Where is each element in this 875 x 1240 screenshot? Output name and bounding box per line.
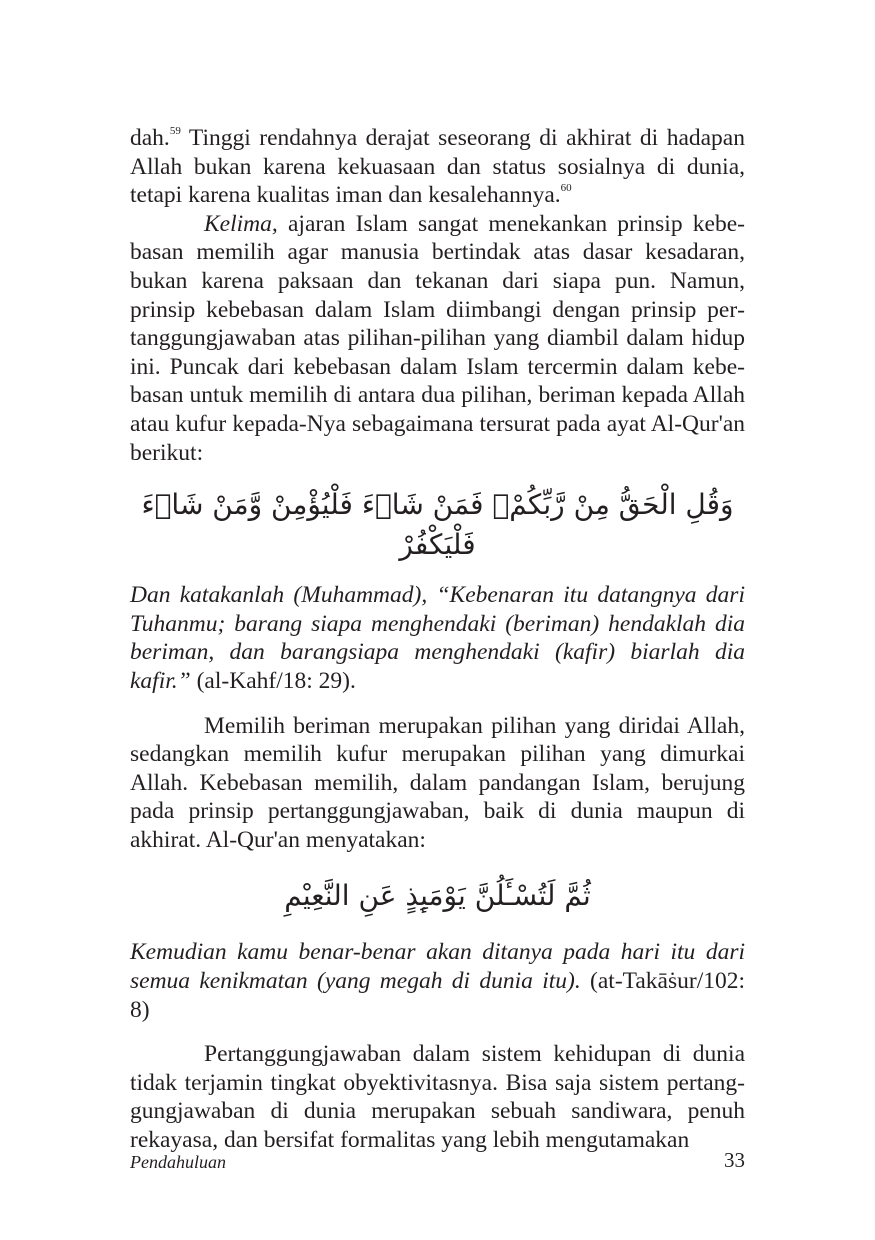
verse-translation-kahf xyxy=(130,581,745,695)
footnote-ref-60[interactable]: 60 xyxy=(560,182,572,195)
text-run: Tinggi rendahnya derajat seseorang di akhirat di hadapan Allah bukan karena kekuasaan dan status sosialnya di dunia, tetapi karena kualitas iman dan kesalehannya. xyxy=(130,125,745,209)
body-text xyxy=(130,124,745,1155)
verse-reference: (al-Kahf/18: 29). xyxy=(190,667,356,694)
paragraph-lead: Kelima, xyxy=(204,210,278,237)
page-number: 33 xyxy=(724,1148,745,1172)
paragraph-continued xyxy=(130,124,745,210)
paragraph-kelima xyxy=(130,210,745,467)
page-footer xyxy=(130,1148,745,1182)
quran-verse-takasur: ثُمَّ لَتُسْـَٔلُنَّ يَوْمَىِٕذٍ عَنِ النَّعِيْمِ xyxy=(284,879,591,913)
text-run: dah. xyxy=(130,125,170,151)
paragraph-pertanggungjawaban: Pertanggungjawaban dalam sistem kehidupan di dunia tidak terjamin tingkat obyektivitasnya. Bisa saja sistem pertanggungjawaban di dunia merupakan sebuah sandiwara, penuh rekayasa, dan bersifat formalitas yang lebih mengutamakan xyxy=(130,1041,745,1154)
verse-translation-takasur xyxy=(130,938,745,1024)
quran-verse-kahf: وَقُلِ الْحَقُّ مِنْ رَّبِّكُمْۗ فَمَنْ شَاۤءَ فَلْيُؤْمِنْ وَّمَنْ شَاۤءَ فَلْيَكْفُرْ xyxy=(141,488,734,562)
running-footer-section: Pendahuluan xyxy=(130,1152,226,1172)
footnote-ref-59[interactable]: 59 xyxy=(169,125,181,138)
verse-reference: (at-Takāṡur/102: 8) xyxy=(130,968,745,1023)
translation-text: Dan katakanlah (Muhammad), “Kebenaran itu datangnya dari Tuhanmu; barang siapa menghendaki (beriman) hendaklah dia beriman, dan barangsiapa menghendaki (kafir) biarlah dia kafir.” xyxy=(130,582,745,694)
translation-text: Kemudian kamu benar-benar akan ditanya pada hari itu dari semua kenikmatan (yang megah di dunia itu). xyxy=(130,939,745,995)
paragraph-memilih: Memilih beriman merupakan pilihan yang diridai Allah, sedangkan memilih kufur merupakan pilihan yang dimurkai Allah. Kebebasan memilih, dalam pandangan Islam, berujung pada prinsip pertanggungjawaban, baik di dunia maupun di akhirat. Al-Qur'an menyatakan: xyxy=(130,712,745,853)
paragraph-text: ajaran Islam sangat menekankan prinsip kebebasan memilih agar manusia bertindak atas dasar kesadaran, bukan karena paksaan dan tekanan dari siapa pun. Namun, prinsip kebebasan dalam Islam diimbangi dengan prinsip pertanggungjawaban atas pilihan-pilihan yang diambil dalam hidup ini. Puncak dari kebebasan dalam Islam tercermin dalam kebebasan untuk memilih di antara dua pilihan, beriman kepada Allah atau kufur kepada-Nya sebagaimana tersurat pada ayat Al-Qur'an berikut: xyxy=(130,210,745,466)
